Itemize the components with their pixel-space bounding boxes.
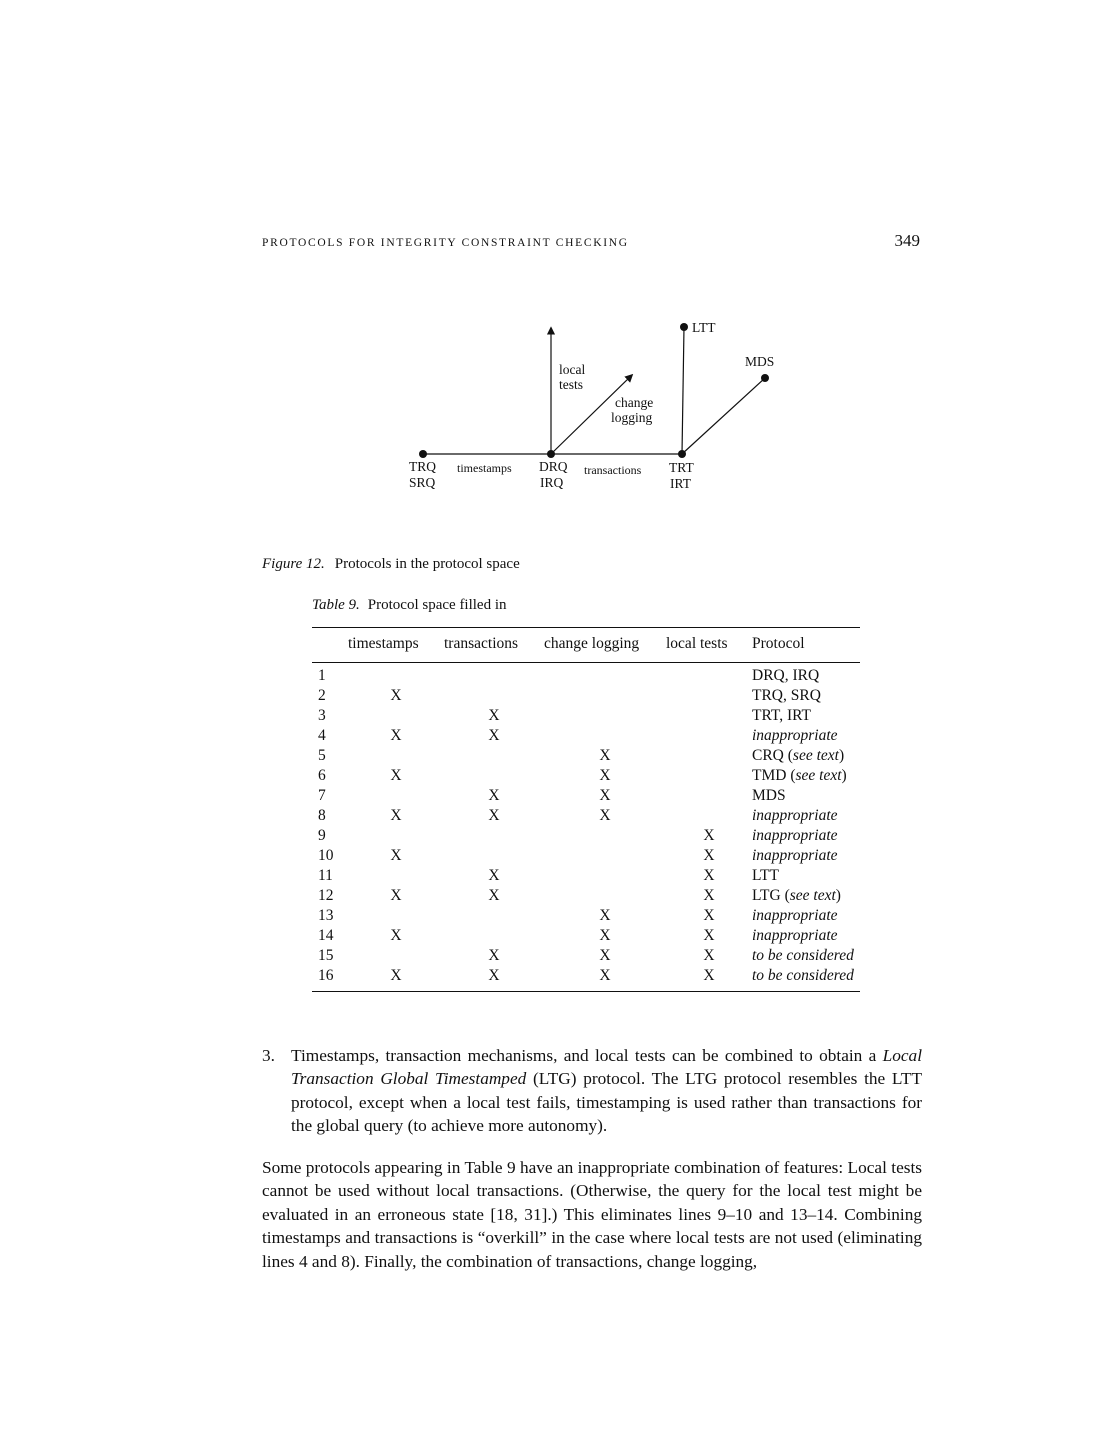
feature-mark: X xyxy=(488,787,500,804)
feature-mark: X xyxy=(703,967,715,984)
diagram-label-tests: tests xyxy=(559,377,584,392)
table-row xyxy=(312,726,860,746)
feature-mark xyxy=(444,766,544,786)
list-item-3 xyxy=(262,1044,922,1138)
feature-mark xyxy=(666,726,752,746)
feature-mark: X xyxy=(390,927,402,944)
closing-paragraph: Some protocols appearing in Table 9 have an inappropriate combination of features: Local tests cannot be used without local transactions. (Otherwise, the query for the local test might be evaluated in an erroneous state [18, 31].) This eliminates lines 9–10 and 13–14. Combining timestamps and transactions is “overkill” in the case where local tests are not used (eliminating lines 4 and 8). Finally, the combination of transactions, change logging, xyxy=(262,1158,922,1271)
diagram-label-logging: logging xyxy=(611,410,653,425)
feature-mark: X xyxy=(390,807,402,824)
diagram-label-change: change xyxy=(615,395,654,410)
feature-mark xyxy=(666,706,752,726)
feature-mark xyxy=(444,826,544,846)
feature-mark xyxy=(444,846,544,866)
row-number: 2 xyxy=(318,687,326,704)
row-number: 9 xyxy=(318,827,326,844)
figure-caption xyxy=(262,556,520,573)
table-row xyxy=(312,786,860,806)
table-row xyxy=(312,766,860,786)
table-row xyxy=(312,663,860,687)
feature-mark: X xyxy=(488,967,500,984)
protocol-cell: CRQ (see text) xyxy=(752,747,845,764)
feature-mark: X xyxy=(599,947,611,964)
trq-srq-dot xyxy=(419,450,427,458)
row-number: 6 xyxy=(318,767,326,784)
feature-mark: X xyxy=(599,807,611,824)
protocol-cell: LTG (see text) xyxy=(752,887,841,904)
list-item-text: Timestamps, transaction mechanisms, and local tests can be combined to obtain a Local Transaction Global Timestamped (LTG) protocol. The LTG protocol resembles the LTT protocol, except when a local test fails, timestamping is used rather than transactions for the global query (to achieve more autonomy). xyxy=(291,1046,922,1136)
feature-mark: X xyxy=(488,947,500,964)
feature-mark xyxy=(444,926,544,946)
table-row xyxy=(312,806,860,826)
feature-mark: X xyxy=(599,927,611,944)
diagram-label-irq: IRQ xyxy=(540,475,564,490)
protocol-cell: inappropriate xyxy=(752,727,838,744)
feature-mark xyxy=(444,686,544,706)
protocol-table-container xyxy=(312,627,860,992)
ltt-dot xyxy=(680,323,688,331)
figure-caption-label: Figure 12. xyxy=(262,556,325,572)
diagram-label-mds: MDS xyxy=(745,354,775,369)
feature-mark xyxy=(348,906,444,926)
feature-mark xyxy=(544,826,666,846)
row-number: 4 xyxy=(318,727,326,744)
drq-irq-dot xyxy=(547,450,555,458)
feature-mark xyxy=(544,706,666,726)
diagram-label-transactions: transactions xyxy=(584,463,642,477)
feature-mark xyxy=(666,686,752,706)
figure-caption-text: Protocols in the protocol space xyxy=(334,556,520,572)
row-number: 11 xyxy=(318,867,333,884)
feature-mark xyxy=(348,866,444,886)
feature-mark: X xyxy=(599,747,611,764)
protocol-cell: inappropriate xyxy=(752,807,838,824)
feature-mark xyxy=(666,786,752,806)
row-number: 8 xyxy=(318,807,326,824)
row-number: 14 xyxy=(318,927,334,944)
feature-mark xyxy=(444,906,544,926)
feature-mark xyxy=(544,866,666,886)
trt-to-mds-line xyxy=(682,378,765,454)
feature-mark: X xyxy=(599,967,611,984)
feature-mark: X xyxy=(599,907,611,924)
diagram-label-srq: SRQ xyxy=(409,475,436,490)
protocol-cell: to be considered xyxy=(752,947,854,964)
header-local-tests: local tests xyxy=(666,628,752,663)
feature-mark: X xyxy=(703,867,715,884)
protocol-cell: MDS xyxy=(752,787,786,804)
feature-mark: X xyxy=(488,707,500,724)
feature-mark xyxy=(544,686,666,706)
table-row xyxy=(312,746,860,766)
protocol-cell: inappropriate xyxy=(752,827,838,844)
diagram-label-ltt: LTT xyxy=(692,320,716,335)
feature-mark: X xyxy=(488,867,500,884)
feature-mark xyxy=(348,706,444,726)
feature-mark: X xyxy=(390,887,402,904)
feature-mark: X xyxy=(390,847,402,864)
list-item-number: 3. xyxy=(262,1046,275,1065)
header-empty xyxy=(312,628,348,663)
header-change-logging: change logging xyxy=(544,628,666,663)
header-timestamps: timestamps xyxy=(348,628,444,663)
row-number: 12 xyxy=(318,887,334,904)
row-number: 10 xyxy=(318,847,334,864)
feature-mark: X xyxy=(488,887,500,904)
diagram-label-timestamps: timestamps xyxy=(457,461,512,475)
diagram-label-trt: TRT xyxy=(669,460,694,475)
table-row xyxy=(312,906,860,926)
protocol-cell: TRQ, SRQ xyxy=(752,687,821,704)
feature-mark xyxy=(348,746,444,766)
figure-12-diagram xyxy=(398,310,798,510)
row-number: 16 xyxy=(318,967,334,984)
table-header-row xyxy=(312,628,860,663)
feature-mark xyxy=(666,746,752,766)
protocol-cell: TRT, IRT xyxy=(752,707,811,724)
protocol-cell: inappropriate xyxy=(752,907,838,924)
mds-dot xyxy=(761,374,769,382)
diagram-label-irt: IRT xyxy=(670,476,691,491)
feature-mark: X xyxy=(703,827,715,844)
protocol-table xyxy=(312,627,860,992)
feature-mark xyxy=(666,806,752,826)
feature-mark xyxy=(348,786,444,806)
feature-mark xyxy=(544,846,666,866)
table-row xyxy=(312,866,860,886)
feature-mark: X xyxy=(703,847,715,864)
feature-mark: X xyxy=(488,727,500,744)
table-row xyxy=(312,686,860,706)
protocol-space-svg xyxy=(398,310,798,505)
feature-mark xyxy=(544,726,666,746)
feature-mark xyxy=(666,663,752,687)
table-row xyxy=(312,946,860,966)
feature-mark: X xyxy=(390,767,402,784)
protocol-table-body xyxy=(312,663,860,992)
feature-mark: X xyxy=(390,687,402,704)
feature-mark xyxy=(348,946,444,966)
feature-mark xyxy=(544,663,666,687)
feature-mark: X xyxy=(390,967,402,984)
protocol-cell: inappropriate xyxy=(752,847,838,864)
running-head xyxy=(262,231,920,251)
row-number: 15 xyxy=(318,947,334,964)
feature-mark: X xyxy=(703,887,715,904)
protocol-cell: LTT xyxy=(752,867,779,884)
table-row xyxy=(312,706,860,726)
table-row xyxy=(312,826,860,846)
header-transactions: transactions xyxy=(444,628,544,663)
feature-mark: X xyxy=(703,907,715,924)
table-row xyxy=(312,846,860,866)
running-head-title: PROTOCOLS FOR INTEGRITY CONSTRAINT CHECKING xyxy=(262,237,629,249)
row-number: 1 xyxy=(318,667,326,684)
trt-irt-dot xyxy=(678,450,686,458)
protocol-cell: to be considered xyxy=(752,967,854,984)
feature-mark: X xyxy=(599,787,611,804)
trt-to-ltt-line xyxy=(682,327,684,454)
table-caption-label: Table 9. xyxy=(312,597,360,613)
feature-mark: X xyxy=(390,727,402,744)
diagram-label-local: local xyxy=(559,362,586,377)
feature-mark xyxy=(348,826,444,846)
diagram-label-trq: TRQ xyxy=(409,459,436,474)
table-caption xyxy=(312,597,507,614)
row-number: 3 xyxy=(318,707,326,724)
feature-mark xyxy=(348,663,444,687)
feature-mark xyxy=(544,886,666,906)
table-row xyxy=(312,926,860,946)
feature-mark: X xyxy=(599,767,611,784)
header-protocol: Protocol xyxy=(752,628,860,663)
feature-mark xyxy=(666,766,752,786)
feature-mark: X xyxy=(703,927,715,944)
feature-mark: X xyxy=(488,807,500,824)
page-number: 349 xyxy=(894,231,920,250)
protocol-cell: inappropriate xyxy=(752,927,838,944)
feature-mark xyxy=(444,746,544,766)
row-number: 7 xyxy=(318,787,326,804)
feature-mark xyxy=(444,663,544,687)
row-number: 5 xyxy=(318,747,326,764)
row-number: 13 xyxy=(318,907,334,924)
diagram-label-drq: DRQ xyxy=(539,459,568,474)
protocol-cell: TMD (see text) xyxy=(752,767,847,784)
table-caption-text: Protocol space filled in xyxy=(367,597,507,613)
protocol-cell: DRQ, IRQ xyxy=(752,667,820,684)
table-row xyxy=(312,886,860,906)
table-row xyxy=(312,966,860,992)
feature-mark: X xyxy=(703,947,715,964)
